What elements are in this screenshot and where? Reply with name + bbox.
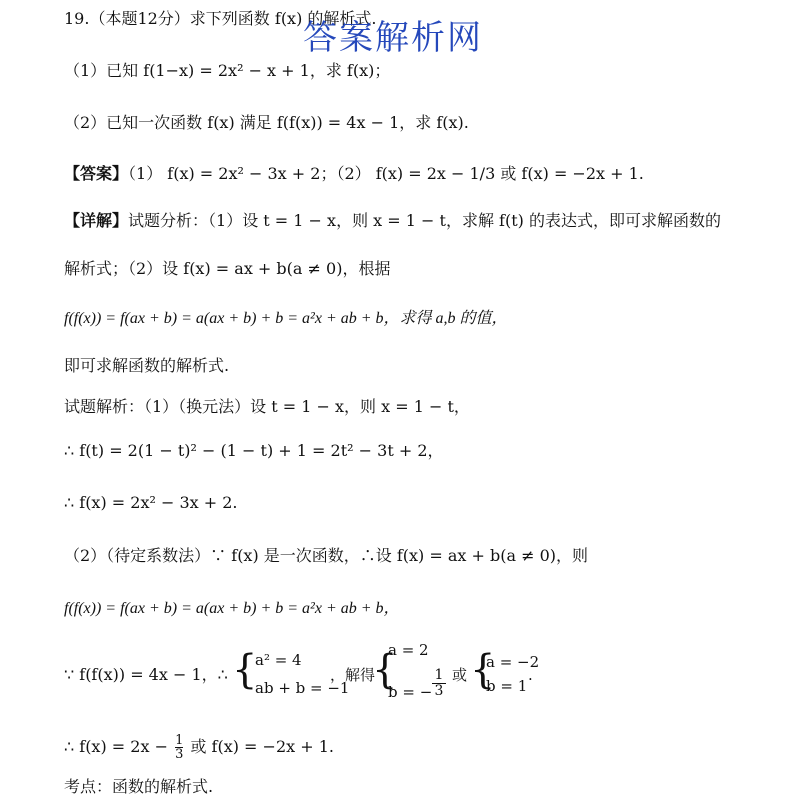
final-fraction-num: 1: [175, 733, 184, 748]
detail-label: 【详解】: [64, 211, 129, 230]
solution-line-5: f(f(x)) = f(ax + b) = a(ax + b) + b = a²x + ab + b，: [64, 600, 400, 617]
question-part-1: （1）已知 f(1−x) = 2x² − x + 1，求 f(x)；: [64, 61, 391, 80]
or-text: 或: [452, 666, 468, 684]
answer-line: [64, 163, 644, 185]
question-part-2: （2）已知一次函数 f(x) 满足 f(f(x)) = 4x − 1，求 f(x).: [64, 113, 469, 132]
left-brace: {: [232, 647, 258, 693]
detail-line-2: 解析式；（2）设 f(x) = ax + b(a ≠ 0)，根据: [64, 259, 391, 278]
solution-line-4: （2）（待定系数法）∵ f(x) 是一次函数，∴设 f(x) = ax + b(a ≠ 0)，则: [64, 546, 589, 565]
result-b-alt: b = 1: [486, 677, 528, 695]
result-b: b = −: [388, 683, 433, 701]
final-fraction: [175, 734, 183, 761]
question-header: 19.（本题12分）求下列函数 f(x) 的解析式.: [64, 9, 377, 28]
watermark: 答案解析网: [303, 18, 483, 58]
solve-text: ，解得: [330, 666, 376, 684]
detail-line-1: [64, 210, 721, 232]
system-because: ∵ f(f(x)) = 4x − 1，∴: [64, 665, 228, 684]
final-post: 或 f(x) = −2x + 1.: [190, 737, 334, 756]
kaodian: 考点：函数的解析式.: [64, 777, 214, 796]
solution-line-2: ∴ f(t) = 2(1 − t)² − (1 − t) + 1 = 2t² − 3t + 2，: [64, 441, 444, 460]
left-brace-3: {: [470, 647, 496, 693]
final-fraction-den: 3: [175, 747, 184, 762]
system-eq-2: ab + b = −1: [255, 679, 350, 697]
system-end: .: [528, 666, 533, 684]
system-eq-1: a² = 4: [255, 651, 302, 669]
final-pre: ∴ f(x) = 2x −: [64, 737, 168, 756]
solution-line-3: ∴ f(x) = 2x² − 3x + 2.: [64, 493, 238, 512]
fraction-denominator: 3: [432, 683, 446, 699]
answer-label: 【答案】: [64, 164, 129, 183]
detail-line-4: 即可求解函数的解析式.: [64, 356, 230, 375]
solution-line-1: 试题解析：（1）（换元法）设 t = 1 − x，则 x = 1 − t，: [64, 397, 470, 416]
result-a-alt: a = −2: [486, 653, 540, 671]
detail-text-1: 试题分析：（1）设 t = 1 − x，则 x = 1 − t，求解 f(t) 的表达式，即可求解函数的: [128, 211, 721, 230]
left-brace-2: {: [372, 647, 398, 693]
result-a: a = 2: [388, 641, 429, 659]
fraction-one-third: [432, 668, 446, 699]
fraction-numerator: 1: [434, 667, 444, 683]
detail-line-3: f(f(x)) = f(ax + b) = a(ax + b) + b = a²x + ab + b，求得 a,b 的值，: [64, 310, 508, 327]
final-line: [64, 734, 334, 761]
answer-text: （1） f(x) = 2x² − 3x + 2；（2） f(x) = 2x − 1/3 或 f(x) = −2x + 1.: [128, 164, 644, 183]
